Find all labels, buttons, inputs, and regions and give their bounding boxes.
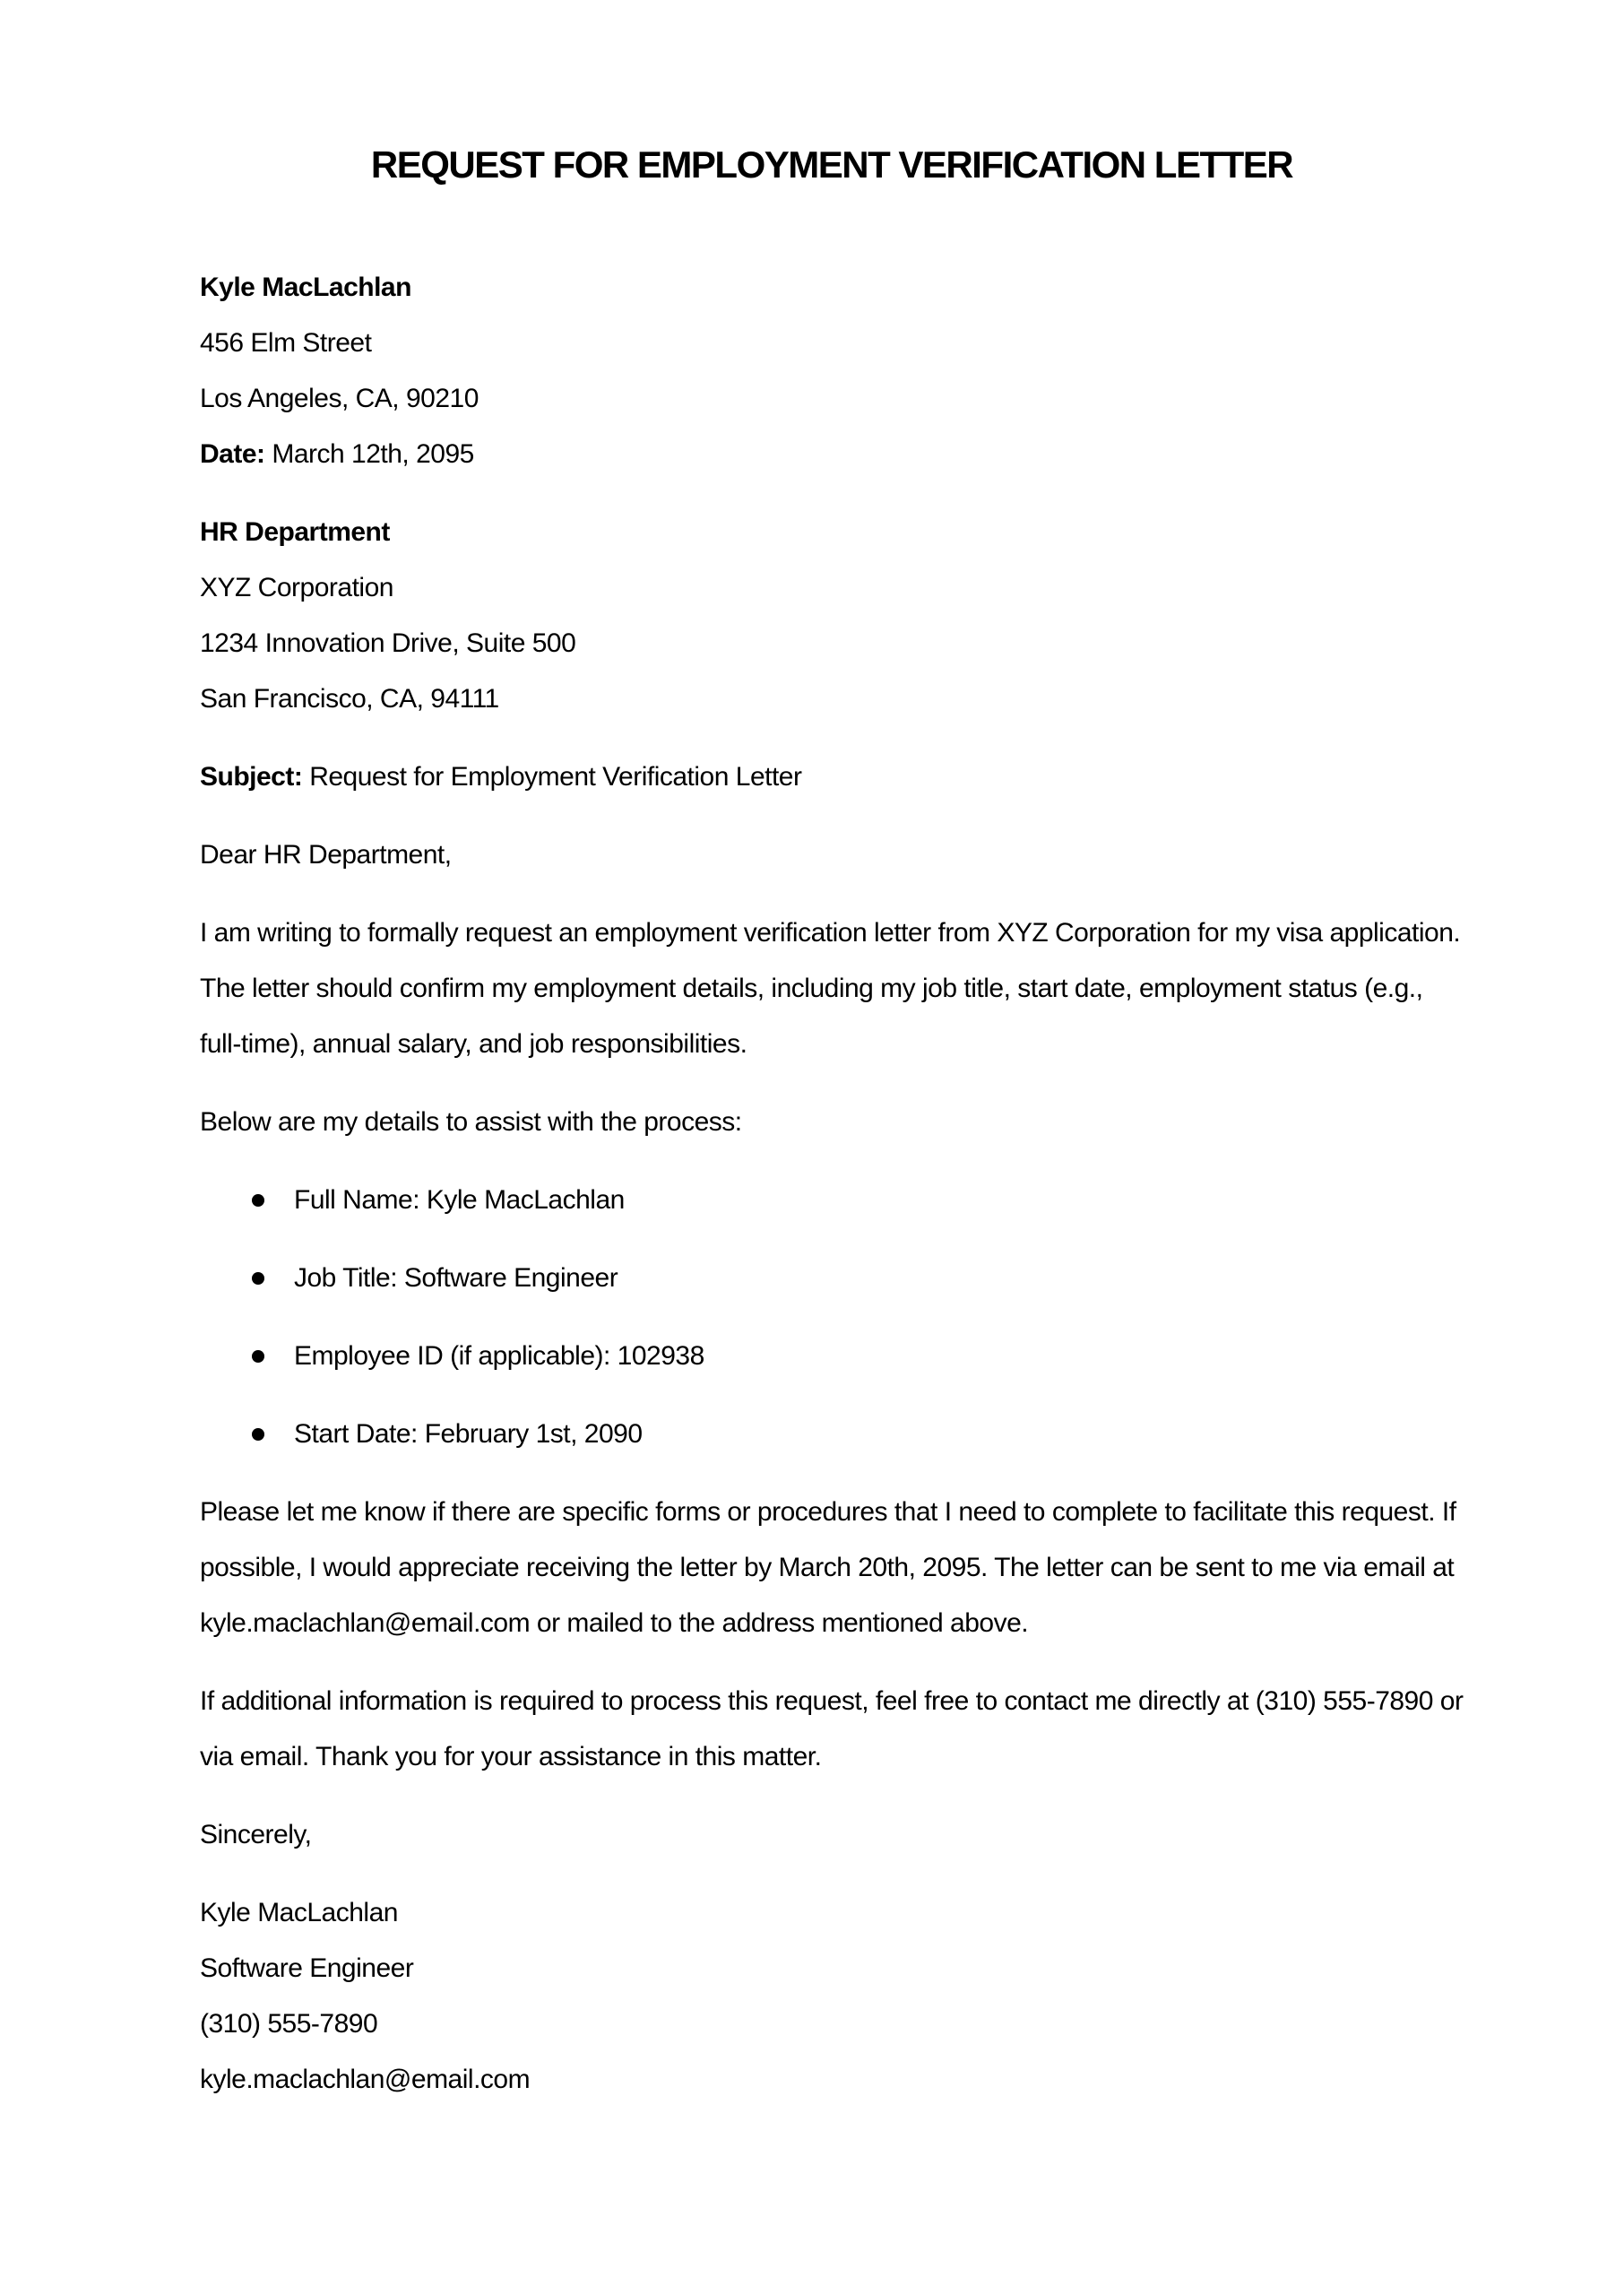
bullet-marker-icon [252,1428,264,1441]
detail-job-title [200,1251,1464,1306]
signature-title: Software Engineer [200,1953,414,1983]
signature-phone: (310) 555-7890 [200,2009,378,2039]
detail-start-date-text: Start Date: February 1st, 2090 [294,1419,643,1449]
salutation: Dear HR Department, [200,840,452,870]
date-line [200,427,1464,482]
date-label: Date: [200,439,265,469]
paragraph-details-intro: Below are my details to assist with the process: [200,1107,742,1137]
bullet-marker-icon [252,1194,264,1207]
detail-full-name-text: Full Name: Kyle MacLachlan [294,1185,625,1215]
signature-name: Kyle MacLachlan [200,1898,398,1927]
recipient-address-2: San Francisco, CA, 94111 [200,684,499,714]
bullet-marker-icon [252,1350,264,1363]
bullet-marker-icon [252,1272,264,1285]
recipient-company: XYZ Corporation [200,573,393,602]
paragraph-intro: I am writing to formally request an employment verification letter from XYZ Corporation for my visa application. The letter should confirm my employment details, including my job title, start date, employment status (e.g., full-time), annual salary, and job responsibilities. [200,918,1461,1059]
signature-block [200,1885,1464,2108]
subject-value: Request for Employment Verification Letter [302,762,802,792]
recipient-block [200,505,1464,727]
subject-line [200,749,1464,805]
paragraph-followup: Please let me know if there are specific forms or procedures that I need to complete to facilitate this request. If possible, I would appreciate receiving the letter by March 20th, 2095. The letter can be sent to me via email at kyle.maclachlan@email.com or mailed to the address mentioned above. [200,1497,1456,1638]
subject-label: Subject: [200,762,303,792]
date-value: March 12th, 2095 [264,439,474,469]
recipient-address-1: 1234 Innovation Drive, Suite 500 [200,628,576,658]
paragraph-contact: If additional information is required to process this request, feel free to contact me directly at (310) 555-7890 or via email. Thank you for your assistance in this matter. [200,1686,1464,1771]
sender-address-2: Los Angeles, CA, 90210 [200,384,479,413]
valediction: Sincerely, [200,1820,312,1849]
signature-email: kyle.maclachlan@email.com [200,2065,531,2094]
sender-address-1: 456 Elm Street [200,328,372,358]
details-list [200,1173,1464,1462]
detail-job-title-text: Job Title: Software Engineer [294,1263,618,1293]
letter-title: REQUEST FOR EMPLOYMENT VERIFICATION LETTER [370,143,1293,186]
recipient-department: HR Department [200,517,390,547]
detail-employee-id [200,1329,1464,1384]
detail-employee-id-text: Employee ID (if applicable): 102938 [294,1341,704,1371]
sender-block [200,260,1464,482]
sender-name: Kyle MacLachlan [200,273,411,302]
detail-start-date [200,1407,1464,1462]
detail-full-name [200,1173,1464,1228]
